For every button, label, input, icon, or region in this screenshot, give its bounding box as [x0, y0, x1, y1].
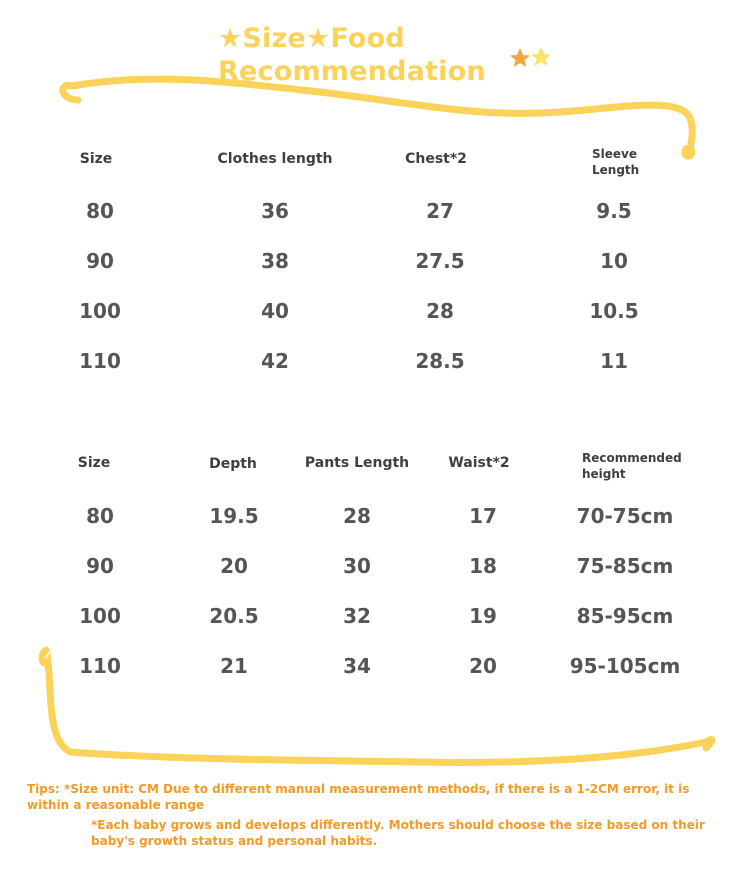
tips-growth-note: *Each baby grows and develops differently. Mothers should choose the size based on their baby's growth status and personal habits. — [91, 818, 705, 848]
table-cell: 17 — [469, 504, 497, 528]
table-cell: 80 — [86, 199, 114, 223]
header-pants-length: Pants Length — [304, 455, 410, 471]
title-line-2: Recommendation — [218, 56, 486, 87]
table-cell: 11 — [600, 349, 628, 373]
table-cell: 18 — [469, 554, 497, 578]
table-cell: 20 — [220, 554, 248, 578]
header-sleeve-line2: Length — [592, 163, 640, 177]
table-cell: 19 — [469, 604, 497, 628]
table-cell: 110 — [79, 349, 121, 373]
table-cell: 100 — [79, 299, 121, 323]
table-cell: 10 — [600, 249, 628, 273]
header-size: Size — [77, 455, 111, 471]
table-cell: 85-95cm — [576, 604, 674, 628]
header-depth: Depth — [209, 456, 257, 472]
table-cell: 28 — [343, 504, 371, 528]
header-waist: Waist*2 — [448, 455, 510, 471]
table-cell: 21 — [220, 654, 248, 678]
table-cell: 40 — [261, 299, 289, 323]
header-rec-line1: Recommended — [582, 451, 682, 465]
table-cell: 19.5 — [209, 504, 259, 528]
header-size: Size — [79, 151, 113, 167]
table-cell: 36 — [261, 199, 289, 223]
header-rec-line2: height — [582, 467, 626, 481]
table-cell: 10.5 — [589, 299, 639, 323]
table-cell: 28.5 — [415, 349, 465, 373]
title-line-1: ★Size★Food — [218, 23, 405, 54]
table-cell: 90 — [86, 554, 114, 578]
tips-size-unit: Tips: *Size unit: CM Due to different manual measurement methods, if there is a 1-2CM error, it is within a reasonable range — [27, 782, 690, 812]
table-cell: 20.5 — [209, 604, 259, 628]
table-cell: 100 — [79, 604, 121, 628]
table-cell: 38 — [261, 249, 289, 273]
table-cell: 75-85cm — [576, 554, 674, 578]
header-chest: Chest*2 — [405, 151, 467, 167]
table-cell: 34 — [343, 654, 371, 678]
header-clothes-length: Clothes length — [217, 151, 333, 167]
table-cell: 20 — [469, 654, 497, 678]
table-cell: 42 — [261, 349, 289, 373]
table-cell: 80 — [86, 504, 114, 528]
table-cell: 27.5 — [415, 249, 465, 273]
table-cell: 32 — [343, 604, 371, 628]
table-cell: 95-105cm — [569, 654, 681, 678]
header-sleeve-line1: Sleeve — [592, 147, 637, 161]
table-cell: 9.5 — [596, 199, 632, 223]
table-cell: 30 — [343, 554, 371, 578]
table-cell: 27 — [426, 199, 454, 223]
table-cell: 90 — [86, 249, 114, 273]
table-cell: 110 — [79, 654, 121, 678]
header-recommended-height — [582, 450, 682, 482]
table-cell: 70-75cm — [576, 504, 674, 528]
table-cell: 28 — [426, 299, 454, 323]
